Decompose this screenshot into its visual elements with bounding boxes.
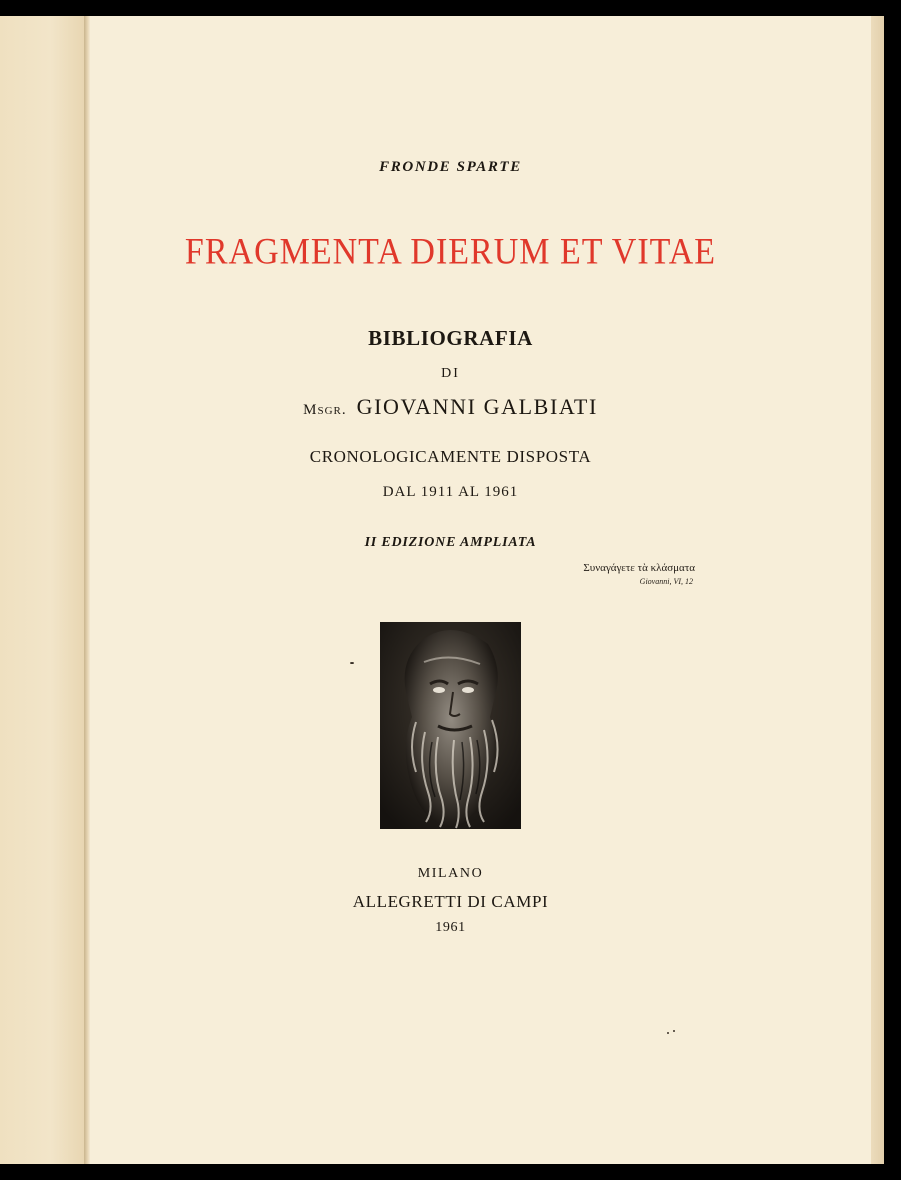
series-title: FRONDE SPARTE — [379, 159, 522, 175]
previous-page-edge — [0, 16, 84, 1164]
arrangement-line: CRONOLOGICAMENTE DISPOSTA — [309, 447, 592, 466]
book-subtitle: BIBLIOGRAFIA — [368, 326, 533, 350]
period-line: DAL 1911 AL 1961 — [382, 484, 519, 500]
preposition: DI — [441, 366, 460, 381]
paper-speck — [350, 662, 354, 664]
book-spread — [0, 16, 884, 1164]
imprint-city: MILANO — [417, 866, 484, 881]
imprint-publisher: ALLEGRETTI DI CAMPI — [352, 892, 549, 911]
edition-line: II EDIZIONE AMPLIATA — [364, 535, 537, 550]
bearded-man-portrait-illustration — [380, 622, 521, 829]
epigraph-text: Συναγάγετε τὰ κλάσματα — [583, 562, 695, 574]
imprint-year: 1961 — [435, 920, 466, 935]
epigraph-source: Giovanni, VI, 12 — [639, 577, 693, 586]
author-name: GIOVANNI GALBIATI — [356, 394, 598, 419]
title-page — [90, 16, 884, 1164]
paper-speck — [667, 1032, 669, 1034]
portrait-image — [380, 622, 521, 829]
author-prefix: Msgr. — [303, 402, 347, 418]
page-right-edge — [871, 16, 884, 1164]
author-line — [0, 394, 901, 420]
book-title: FRAGMENTA DIERUM ET VITAE — [184, 232, 717, 272]
paper-speck — [673, 1030, 675, 1032]
